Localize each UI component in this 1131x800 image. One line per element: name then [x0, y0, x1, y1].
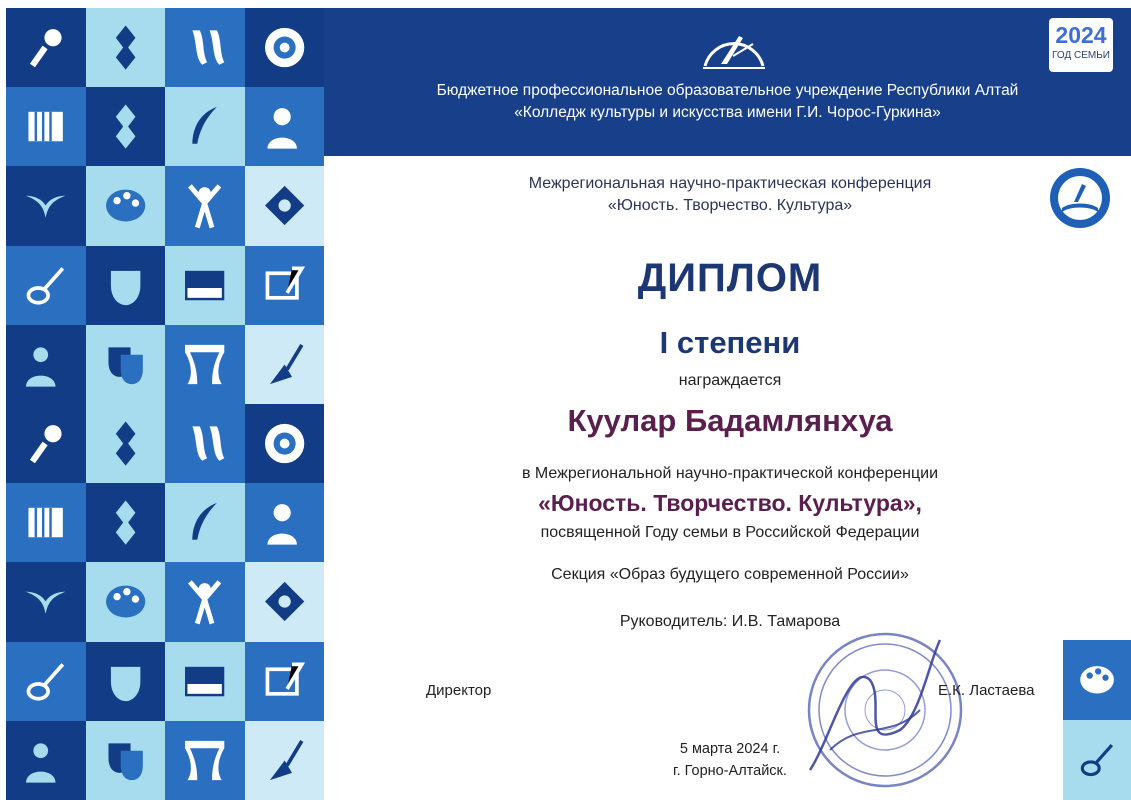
komuz-icon — [6, 246, 86, 325]
theatre-masks-icon — [86, 721, 166, 800]
accordion-icon — [6, 483, 86, 562]
college-logo-icon — [699, 26, 769, 72]
corner-mosaic — [1063, 640, 1131, 800]
balalaika-icon — [245, 325, 325, 404]
balalaika-icon — [245, 721, 325, 800]
microphone-icon — [6, 8, 86, 87]
painter-icon — [245, 483, 325, 562]
ornament-icon — [86, 404, 166, 483]
awarded-label: награждается — [678, 372, 782, 389]
conference-title-line-2: «Юность. Творчество. Культура» — [607, 197, 853, 214]
header-band — [324, 8, 1131, 156]
ornament-icon — [245, 562, 325, 641]
dancer-icon — [165, 166, 245, 245]
dedication-text: посвященной Году семьи в Российской Федерации — [540, 524, 920, 541]
quill-icon — [165, 483, 245, 562]
curtain-stage-icon — [165, 325, 245, 404]
ornament-icon — [86, 483, 166, 562]
diploma-title: ДИПЛОМ — [637, 256, 823, 300]
piano-icon — [165, 642, 245, 721]
ballet-shoes-icon — [165, 404, 245, 483]
bird-icon — [6, 562, 86, 641]
ornament-icon — [245, 166, 325, 245]
recipient-name: Куулар Бадамлянхуа — [567, 403, 893, 438]
director-label: Директор — [426, 682, 492, 699]
singer-icon — [6, 721, 86, 800]
director-name: Е.К. Ластаева — [938, 682, 1035, 699]
institution-line-2: «Колледж культуры и искусства имени Г.И. Чорос-Гуркина» — [514, 104, 941, 121]
conference-title — [330, 173, 1130, 217]
institution-name — [324, 80, 1131, 124]
mask-icon — [86, 246, 166, 325]
accordion-icon — [6, 87, 86, 166]
year-of-family-badge — [1049, 18, 1113, 72]
floral-circle-icon — [245, 8, 325, 87]
quill-icon — [165, 87, 245, 166]
palette-icon — [1063, 640, 1131, 720]
award-context: в Межрегиональной научно-практической конференции — [521, 465, 939, 482]
komuz-icon — [6, 642, 86, 721]
ornament-icon — [86, 87, 166, 166]
bird-icon — [6, 166, 86, 245]
conference-name: «Юность. Творчество. Культура», — [538, 490, 922, 516]
issue-city: г. Горно-Алтайск. — [673, 763, 787, 779]
year-badge-year: 2024 — [1055, 22, 1107, 48]
painter-icon — [245, 87, 325, 166]
ornament-icon — [86, 8, 166, 87]
section-name: Секция «Образ будущего современной России» — [551, 566, 909, 583]
theatre-masks-icon — [86, 325, 166, 404]
curtain-stage-icon — [165, 721, 245, 800]
issue-date-place — [330, 738, 1130, 782]
supervisor-name: Руководитель: И.В. Тамарова — [619, 613, 841, 630]
dancer-icon — [165, 562, 245, 641]
komuz-icon — [1063, 720, 1131, 800]
ballet-shoes-icon — [165, 8, 245, 87]
piano-icon — [165, 246, 245, 325]
year-badge-subtitle: ГОД СЕМЬИ — [1052, 50, 1110, 61]
mask-icon — [86, 642, 166, 721]
diploma-degree: I степени — [659, 325, 801, 360]
microphone-icon — [6, 404, 86, 483]
tablet-pen-icon — [245, 642, 325, 721]
palette-icon — [86, 166, 166, 245]
decorative-mosaic — [6, 8, 324, 800]
singer-icon — [6, 325, 86, 404]
conference-title-line-1: Межрегиональная научно-практическая конференция — [528, 175, 932, 192]
palette-icon — [86, 562, 166, 641]
institution-line-1: Бюджетное профессиональное образовательное учреждение Республики Алтай — [436, 82, 1019, 99]
tablet-pen-icon — [245, 246, 325, 325]
floral-circle-icon — [245, 404, 325, 483]
issue-date: 5 марта 2024 г. — [679, 741, 781, 757]
